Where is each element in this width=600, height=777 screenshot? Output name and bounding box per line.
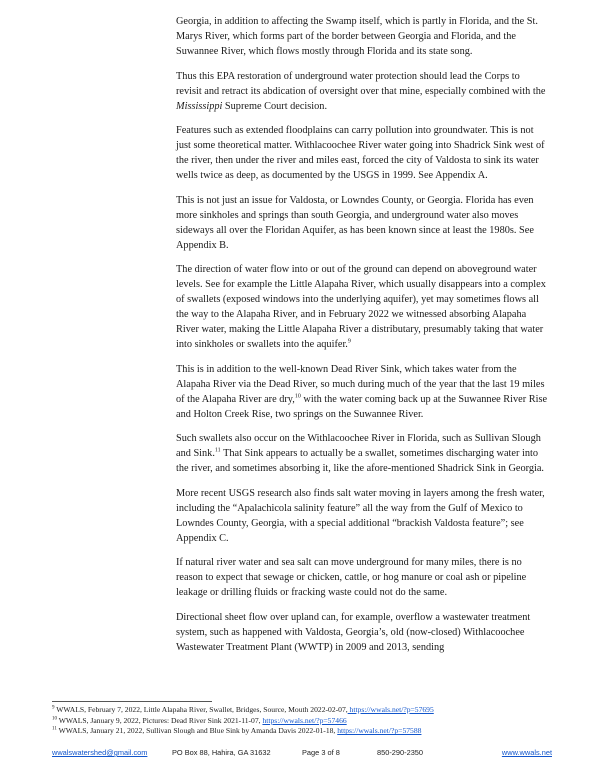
paragraph-2: Thus this EPA restoration of underground water protection should lead the Corps to revisit and retract its abdication of oversight over that mine, especially combined with the Mississippi Supreme Court decision. [176, 70, 546, 112]
footer-phone: 850-290-2350 [377, 748, 424, 757]
footnote-9: $^9$ WWALS, February 7, 2022, Little Alapaha River, Swallet, Bridges, Source, Mouth 2022-02-07, https://wwals.net/?p=57695 [52, 705, 434, 714]
footer-website-link[interactable]: www.wwals.net [501, 748, 552, 757]
footnote-ref-10[interactable]: 10 [294, 393, 301, 400]
italic-term: Mississippi [176, 100, 223, 112]
body-text [176, 14, 548, 664]
footer-page-number: Page 3 of 8 [302, 748, 340, 757]
paragraph-3: Features such as extended floodplains can carry pollution into groundwater. This is not just some theoretical matter. Withlacoochee River water going into Shadrick Sink west of the river, then under the river and miles east, forced the city of Valdosta to sink its water wells twice as deep, as documented by the USGS in 1999. See Appendix A. [176, 125, 545, 181]
page-footer [52, 748, 552, 760]
footnote-ref-9[interactable]: 9 [347, 338, 351, 345]
footnote-10-link[interactable]: https://wwals.net/?p=57466 [262, 715, 347, 725]
paragraph-9: If natural river water and sea salt can move underground for many miles, there is no reason to expect that sewage or chicken, cattle, or hog manure or coal ash or pipeline leakage or drilling fluids or fracking waste could not do the same. [176, 557, 527, 598]
footnote-10: $^{10}$ WWALS, January 9, 2022, Pictures: Dead River Sink 2021-11-07, https://wwals.net/?p=57466 [52, 715, 347, 725]
footnote-11-link[interactable]: https://wwals.net/?p=57588 [337, 726, 422, 736]
paragraph-6: This is in addition to the well-known Dead River Sink, which takes water from the Alapaha River via the Dead River, so much during much of the year that the last 19 miles of the Alapaha River are dry,$^{10}$ with the water coming back up at the Suwannee River Rise and Holton Creek Rise, two springs on the Suwannee River. [176, 363, 548, 420]
paragraph-8: More recent USGS research also finds salt water moving in layers among the fresh water, including the “Apalachicola salinity feature” all the way from the Gulf of Mexico to Lowndes County, Georgia, with a special additional “brackish Valdosta feature”; see Appendix C. [176, 487, 545, 544]
footer-address: PO Box 88, Hahira, GA 31632 [172, 748, 271, 757]
paragraph-4: This is not just an issue for Valdosta, or Lowndes County, or Georgia. Florida has even more sinkholes and springs than south Georgia, and underground water also moves sideways all over the Floridan Aquifer, as has been known since at least the 1980s. See Appendix B. [176, 194, 534, 251]
footnote-divider [52, 701, 212, 702]
paragraph-10: Directional sheet flow over upland can, for example, overflow a wastewater treatment system, such as happened with Valdosta, Georgia’s, old (now-closed) Withlacoochee Wastewater Treatment Plant (WWTP) in 2009 and 2013, sending [176, 611, 531, 653]
footer-email-link[interactable]: wwalswatershed@gmail.com [52, 748, 148, 757]
footnote-9-link[interactable]: https://wwals.net/?p=57695 [347, 705, 434, 714]
footnote-11: $^{11}$ WWALS, January 21, 2022, Sullivan Slough and Blue Sink by Amanda Davis 2022-01-18, https://wwals.net/?p=57588 [52, 726, 422, 736]
footnotes [52, 705, 572, 737]
footnote-ref-11[interactable]: 11 [214, 447, 221, 454]
paragraph-7: Such swallets also occur on the Withlacoochee River in Florida, such as Sullivan Slough and Sink.$^{11}$ That Sink appears to actually be a swallet, sometimes discharging water into the river, and sometimes absorbing it, like the afore-mentioned Shadrick Sink in Georgia. [176, 433, 544, 474]
paragraph-5: The direction of water flow into or out of the ground can depend on aboveground water levels. See for example the Little Alapaha River, which usually disappears into a complex of swallets (exposed windows into the underlying aquifer), yet may sometimes flows all the way to the Alapaha River, and in February 2022 we witnessed absorbing Alapaha River water, making the Little Alapaha River a distributary, presumably taking that water into sinkholes or swallets into the aquifer.$^9$ [176, 264, 546, 350]
paragraph-1: Georgia, in addition to affecting the Swamp itself, which is partly in Florida, and the St. Marys River, which forms part of the border between Georgia and Florida, and the Suwannee River, which flows mostly through Florida and its state song. [176, 16, 538, 57]
